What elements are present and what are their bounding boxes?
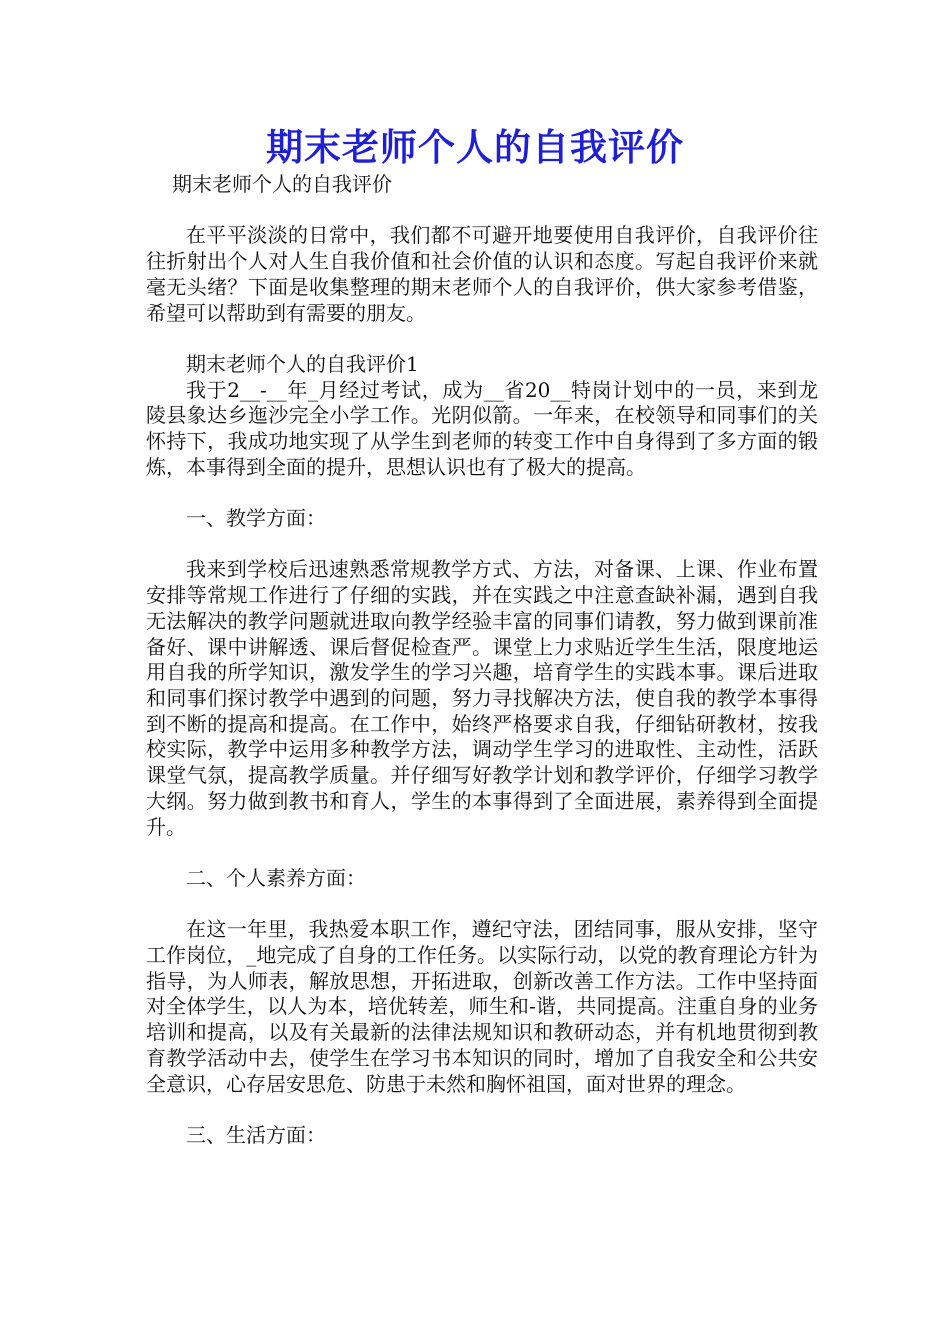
teaching-paragraph: 我来到学校后迅速熟悉常规教学方式、方法，对备课、上课、作业布置安排等常规工作进行了仔细的实践，并在实践之中注意查缺补漏，遇到自我无法解决的教学问题就进取向教学经验丰富的同事们请教，努力做到课前准备好、课中讲解透、课后督促检查严。课堂上力求贴近学生生活，限度地运用自我的所学知识，激发学生的学习兴趣，培育学生的实践本事。课后进取和同事们探讨教学中遇到的问题，努力寻找解决方法，使自我的教学本事得到不断的提高和提高。在工作中，始终严格要求自我，仔细钻研教材，按我校实际，教学中运用多种教学方法，调动学生学习的进取性、主动性，活跃课堂气氛，提高教学质量。并仔细写好教学计划和教学评价，仔细学习教学大纲。努力做到教书和育人，学生的本事得到了全面进展，素养得到全面提升。 (146, 557, 818, 839)
paragraph-spacer (146, 1097, 818, 1123)
document-body (146, 172, 818, 1149)
section-heading: 期末老师个人的自我评价1 (186, 351, 419, 376)
section1-intro-paragraph: 我于2__-__年_月经过考试，成为__省20__特岗计划中的一员，来到龙陵县象达乡迤沙完全小学工作。光阴似箭。一年来，在校领导和同事们的关怀持下，我成功地实现了从学生到老师的转变工作中自身得到了多方面的锻炼，本事得到全面的提升，思想认识也有了极大的提高。 (146, 377, 818, 479)
paragraph-spacer (146, 198, 818, 224)
paragraph-spacer (146, 532, 818, 558)
quality-heading: 二、个人素养方面： (186, 865, 366, 890)
life-heading: 三、生活方面： (186, 1122, 326, 1147)
quality-paragraph: 在这一年里，我热爱本职工作，遵纪守法，团结同事，服从安排，坚守工作岗位，_地完成了自身的工作任务。以实际行动，以党的教育理论方针为指导，为人师表，解放思想，开拓进取，创新改善工作方法。工作中坚持面对全体学生，以人为本，培优转差，师生和-谐，共同提高。注重自身的业务培训和提高，以及有关最新的法律法规知识和教研动态，并有机地贯彻到教育教学活动中去，使学生在学习书本知识的同时，增加了自我安全和公共安全意识，心存居安思危、防患于未然和胸怀祖国，面对世界的理念。 (146, 917, 818, 1096)
document-title: 期末老师个人的自我评价 (266, 126, 684, 169)
teaching-heading: 一、教学方面： (186, 506, 326, 531)
intro-paragraph: 在平平淡淡的日常中，我们都不可避开地要使用自我评价，自我评价往往折射出个人对人生自我价值和社会价值的认识和态度。写起自我评价来就毫无头绪？下面是收集整理的期末老师个人的自我评价，供大家参考借鉴，希望可以帮助到有需要的朋友。 (146, 223, 818, 325)
paragraph-spacer (146, 840, 818, 866)
paragraph-spacer (146, 892, 818, 918)
paragraph-spacer (146, 326, 818, 352)
document-subtitle: 期末老师个人的自我评价 (172, 172, 392, 196)
paragraph-spacer (146, 480, 818, 506)
